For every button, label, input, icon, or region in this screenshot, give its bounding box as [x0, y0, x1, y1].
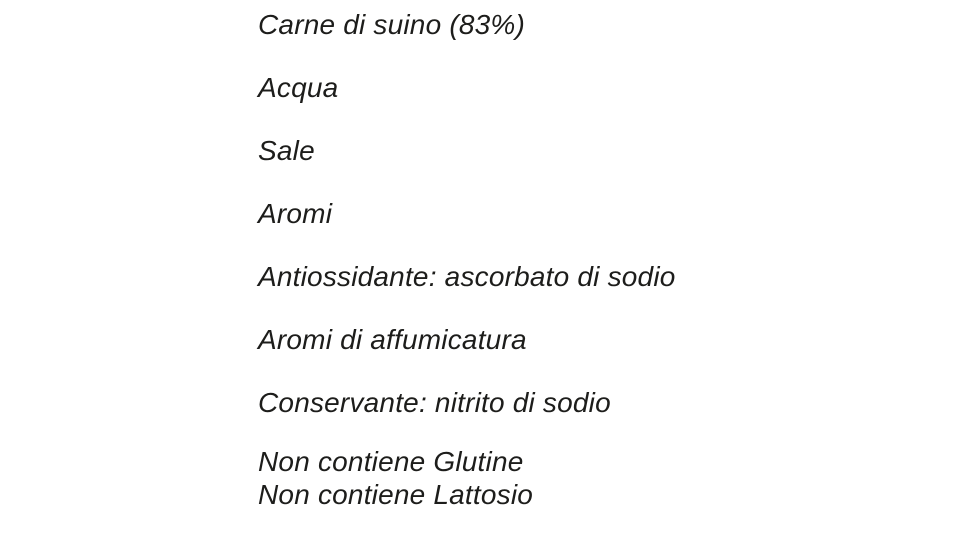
ingredient-line: Aromi: [258, 198, 333, 229]
ingredient-line: Acqua: [258, 72, 339, 103]
ingredient-line: Sale: [258, 135, 315, 166]
allergen-notes: [258, 445, 960, 511]
allergen-note-line: Non contiene Lattosio: [258, 479, 534, 510]
allergen-note-line: Non contiene Glutine: [258, 446, 524, 477]
ingredient-line: Aromi di affumicatura: [258, 324, 527, 355]
ingredient-line: Antiossidante: ascorbato di sodio: [258, 261, 676, 292]
ingredient-line: Carne di suino (83%): [258, 9, 526, 40]
ingredient-line: Conservante: nitrito di sodio: [258, 387, 611, 418]
